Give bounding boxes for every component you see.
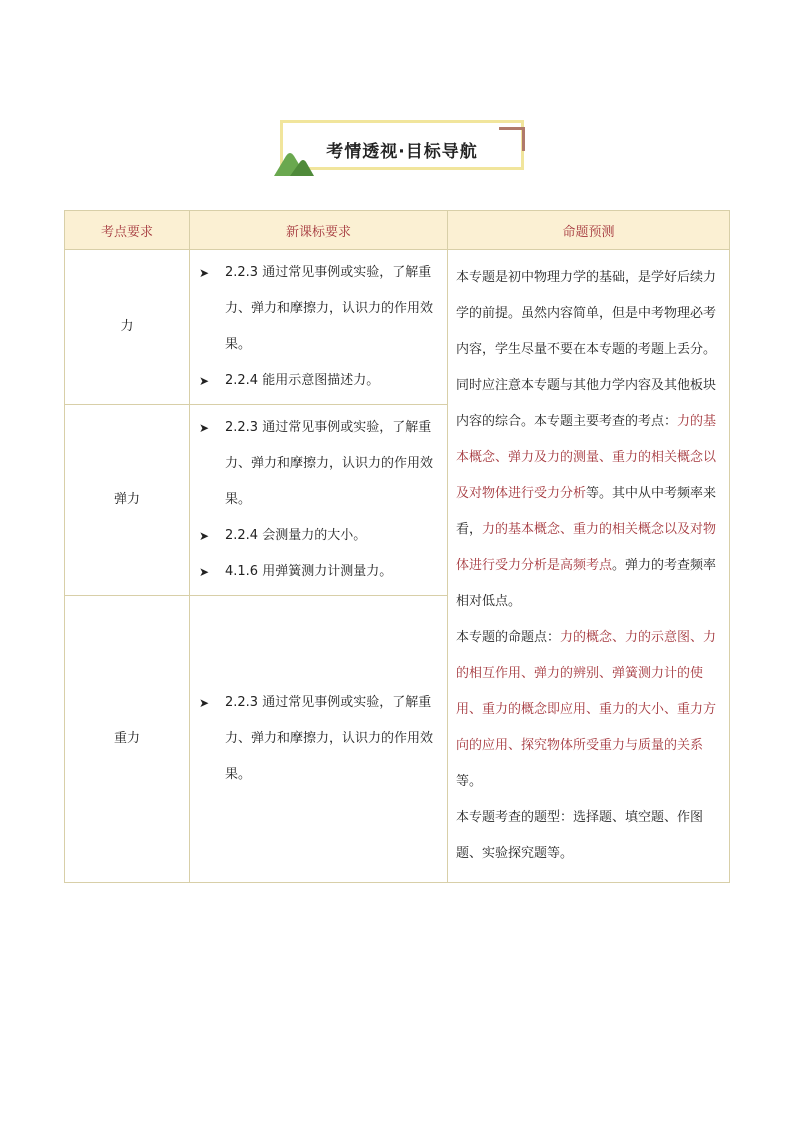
- prediction-text: 本专题的命题点：: [456, 630, 561, 645]
- prediction-highlight: 力的基本概念、重力的相关概念以及对物体进行受力分析是高频考点: [456, 522, 717, 573]
- list-item-text: 2.2.4 能用示意图描述力。: [225, 373, 380, 388]
- hills-icon: [272, 148, 314, 176]
- topic-cell: 弹力: [65, 405, 190, 596]
- list-item: [199, 255, 440, 363]
- prediction-cell: [448, 250, 730, 883]
- topic-cell: 力: [65, 250, 190, 405]
- prediction-highlight: 力的概念、力的示意图、力的相互作用、弹力的辨别、弹簧测力计的使用、重力的概念即应用、重力的大小、重力方向的应用、探究物体所受重力与质量的关系: [456, 630, 717, 753]
- list-item-text: 2.2.3 通过常见事例或实验，了解重力、弹力和摩擦力，认识力的作用效果。: [225, 695, 434, 782]
- list-item: [199, 410, 440, 518]
- list-item-text: 4.1.6 用弹簧测力计测量力。: [225, 564, 393, 579]
- curriculum-cell: [190, 596, 448, 883]
- header-prediction: 命题预测: [448, 211, 730, 250]
- topic-cell: 重力: [65, 596, 190, 883]
- arrowhead-icon: ➤: [199, 374, 210, 388]
- list-item: [199, 518, 440, 554]
- curriculum-cell: [190, 405, 448, 596]
- prediction-text: 。弹力的考查频率相对低点。: [456, 558, 717, 609]
- prediction-highlight: 力的基本概念、弹力及力的测量、重力的相关概念以及对物体进行受力分析: [456, 414, 717, 501]
- list-item: [199, 363, 440, 399]
- table-header-row: [65, 211, 730, 250]
- header-curriculum: 新课标要求: [190, 211, 448, 250]
- arrowhead-icon: ➤: [199, 696, 210, 710]
- list-item: [199, 554, 440, 590]
- prediction-text: 等。: [456, 774, 483, 789]
- prediction-text: 本专题是初中物理力学的基础，是学好后续力学的前提。虽然内容简单，但是中考物理必考内容，学生尽量不要在本专题的考题上丢分。同时应注意本专题与其他力学内容及其他板块内容的综合。本专题主要考查的考点：: [456, 270, 717, 429]
- header-topic: 考点要求: [65, 211, 190, 250]
- arrowhead-icon: ➤: [199, 266, 210, 280]
- list-item: [199, 685, 440, 793]
- prediction-paragraph-1: [456, 260, 723, 620]
- arrowhead-icon: ➤: [199, 529, 210, 543]
- prediction-paragraph-2: [456, 620, 723, 800]
- banner-accent: [522, 127, 525, 151]
- list-item-text: 2.2.3 通过常见事例或实验，了解重力、弹力和摩擦力，认识力的作用效果。: [225, 265, 434, 352]
- list-item-text: 2.2.4 会测量力的大小。: [225, 528, 367, 543]
- arrowhead-icon: ➤: [199, 421, 210, 435]
- banner-accent-top: [499, 127, 525, 130]
- curriculum-cell: [190, 250, 448, 405]
- section-banner: [272, 118, 532, 176]
- requirements-table: [64, 210, 730, 883]
- prediction-text: 等。其中从中考频率来看，: [456, 486, 717, 537]
- prediction-paragraph-3: 本专题考查的题型：选择题、填空题、作图题、实验探究题等。: [456, 810, 704, 861]
- list-item-text: 2.2.3 通过常见事例或实验，了解重力、弹力和摩擦力，认识力的作用效果。: [225, 420, 434, 507]
- banner-frame: [280, 120, 524, 170]
- arrowhead-icon: ➤: [199, 565, 210, 579]
- banner-title: 考情透视·目标导航: [326, 142, 478, 162]
- table-row: [65, 250, 730, 405]
